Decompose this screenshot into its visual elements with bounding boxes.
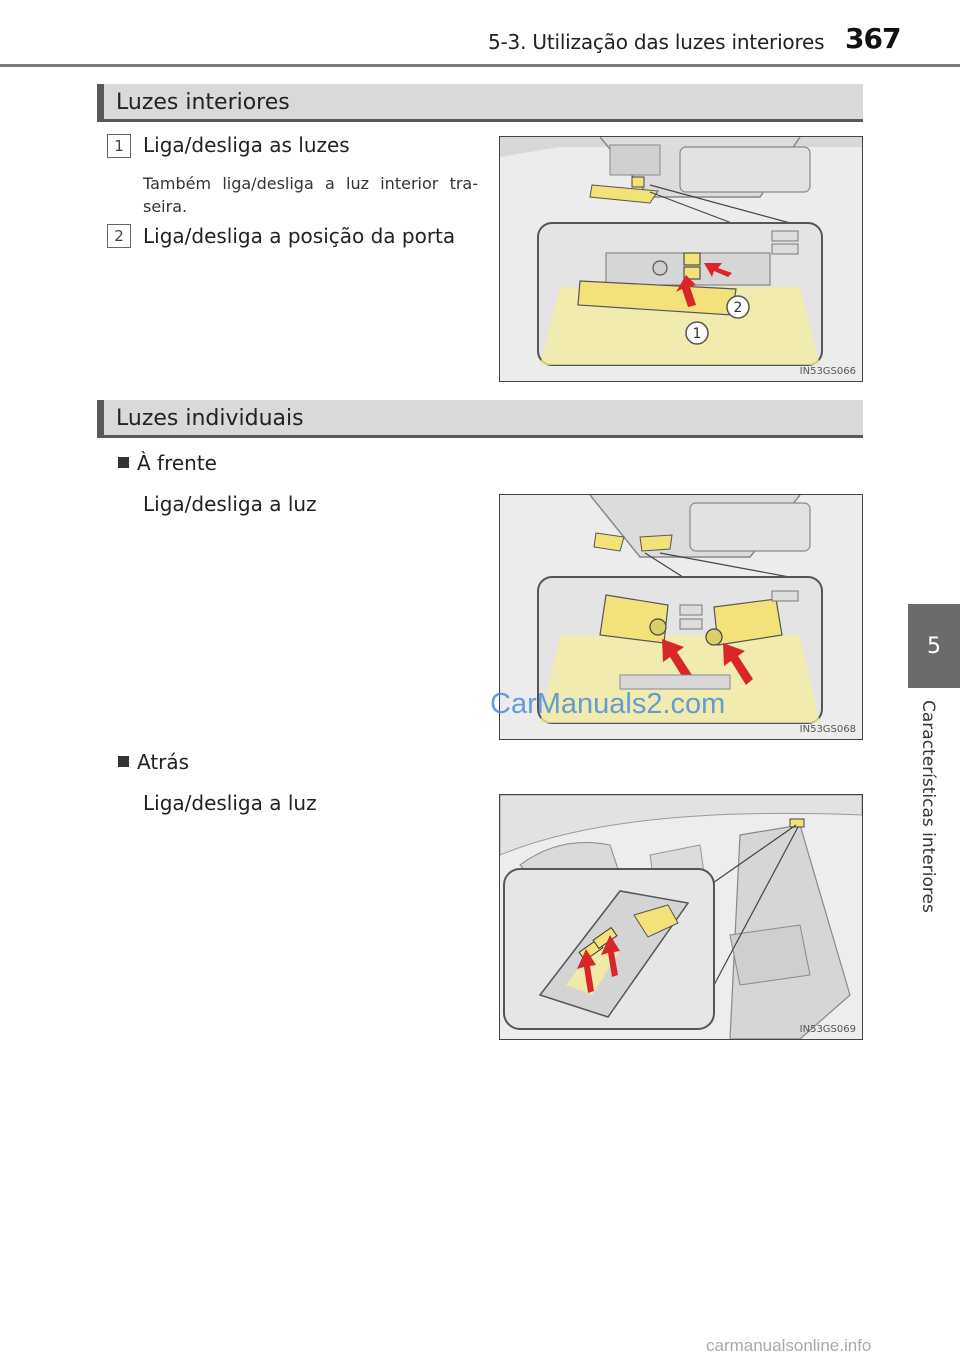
subheading-rear-text: Atrás (137, 750, 190, 774)
item-text: Liga/desliga as luzes (143, 133, 350, 157)
figure-code: IN53GS068 (799, 724, 856, 735)
section-title: Luzes individuais (116, 406, 304, 431)
item-note: Também liga/desliga a luz interior tra-seira. (143, 174, 478, 216)
figure-code: IN53GS069 (799, 1024, 856, 1035)
item-text: Liga/desliga a posição da porta (143, 224, 456, 248)
figure-rear-individual-lights (499, 794, 863, 1040)
chapter-title-vertical (916, 700, 940, 940)
figure-code: IN53GS066 (799, 366, 856, 377)
bullet-square-icon (118, 457, 129, 468)
chapter-tab: 5 (908, 604, 960, 688)
subheading-rear (118, 750, 189, 774)
subheading-front-text: À frente (137, 451, 217, 475)
running-header-title: 5-3. Utilização das luzes interiores (488, 30, 825, 54)
figure-overhead-console (499, 136, 863, 382)
subheading-front (118, 451, 217, 475)
item-number-badge: 2 (107, 224, 131, 248)
bullet-square-icon (118, 756, 129, 767)
callout-1: 1 (692, 326, 702, 342)
chapter-title-text: Características interiores (918, 700, 938, 913)
callout-2: 2 (733, 300, 743, 316)
page-number: 367 (845, 22, 901, 55)
front-instruction: Liga/desliga a luz (143, 492, 317, 516)
section-bar-individual-lights (97, 400, 863, 438)
section-bar-interior-lights (97, 84, 863, 122)
footer-watermark: carmanualsonline.info (706, 1336, 872, 1355)
section-title: Luzes interiores (116, 90, 290, 115)
item-number-badge: 1 (107, 134, 131, 158)
rear-instruction: Liga/desliga a luz (143, 791, 317, 815)
watermark: CarManuals2.com (490, 688, 726, 720)
header-rule (0, 64, 960, 67)
